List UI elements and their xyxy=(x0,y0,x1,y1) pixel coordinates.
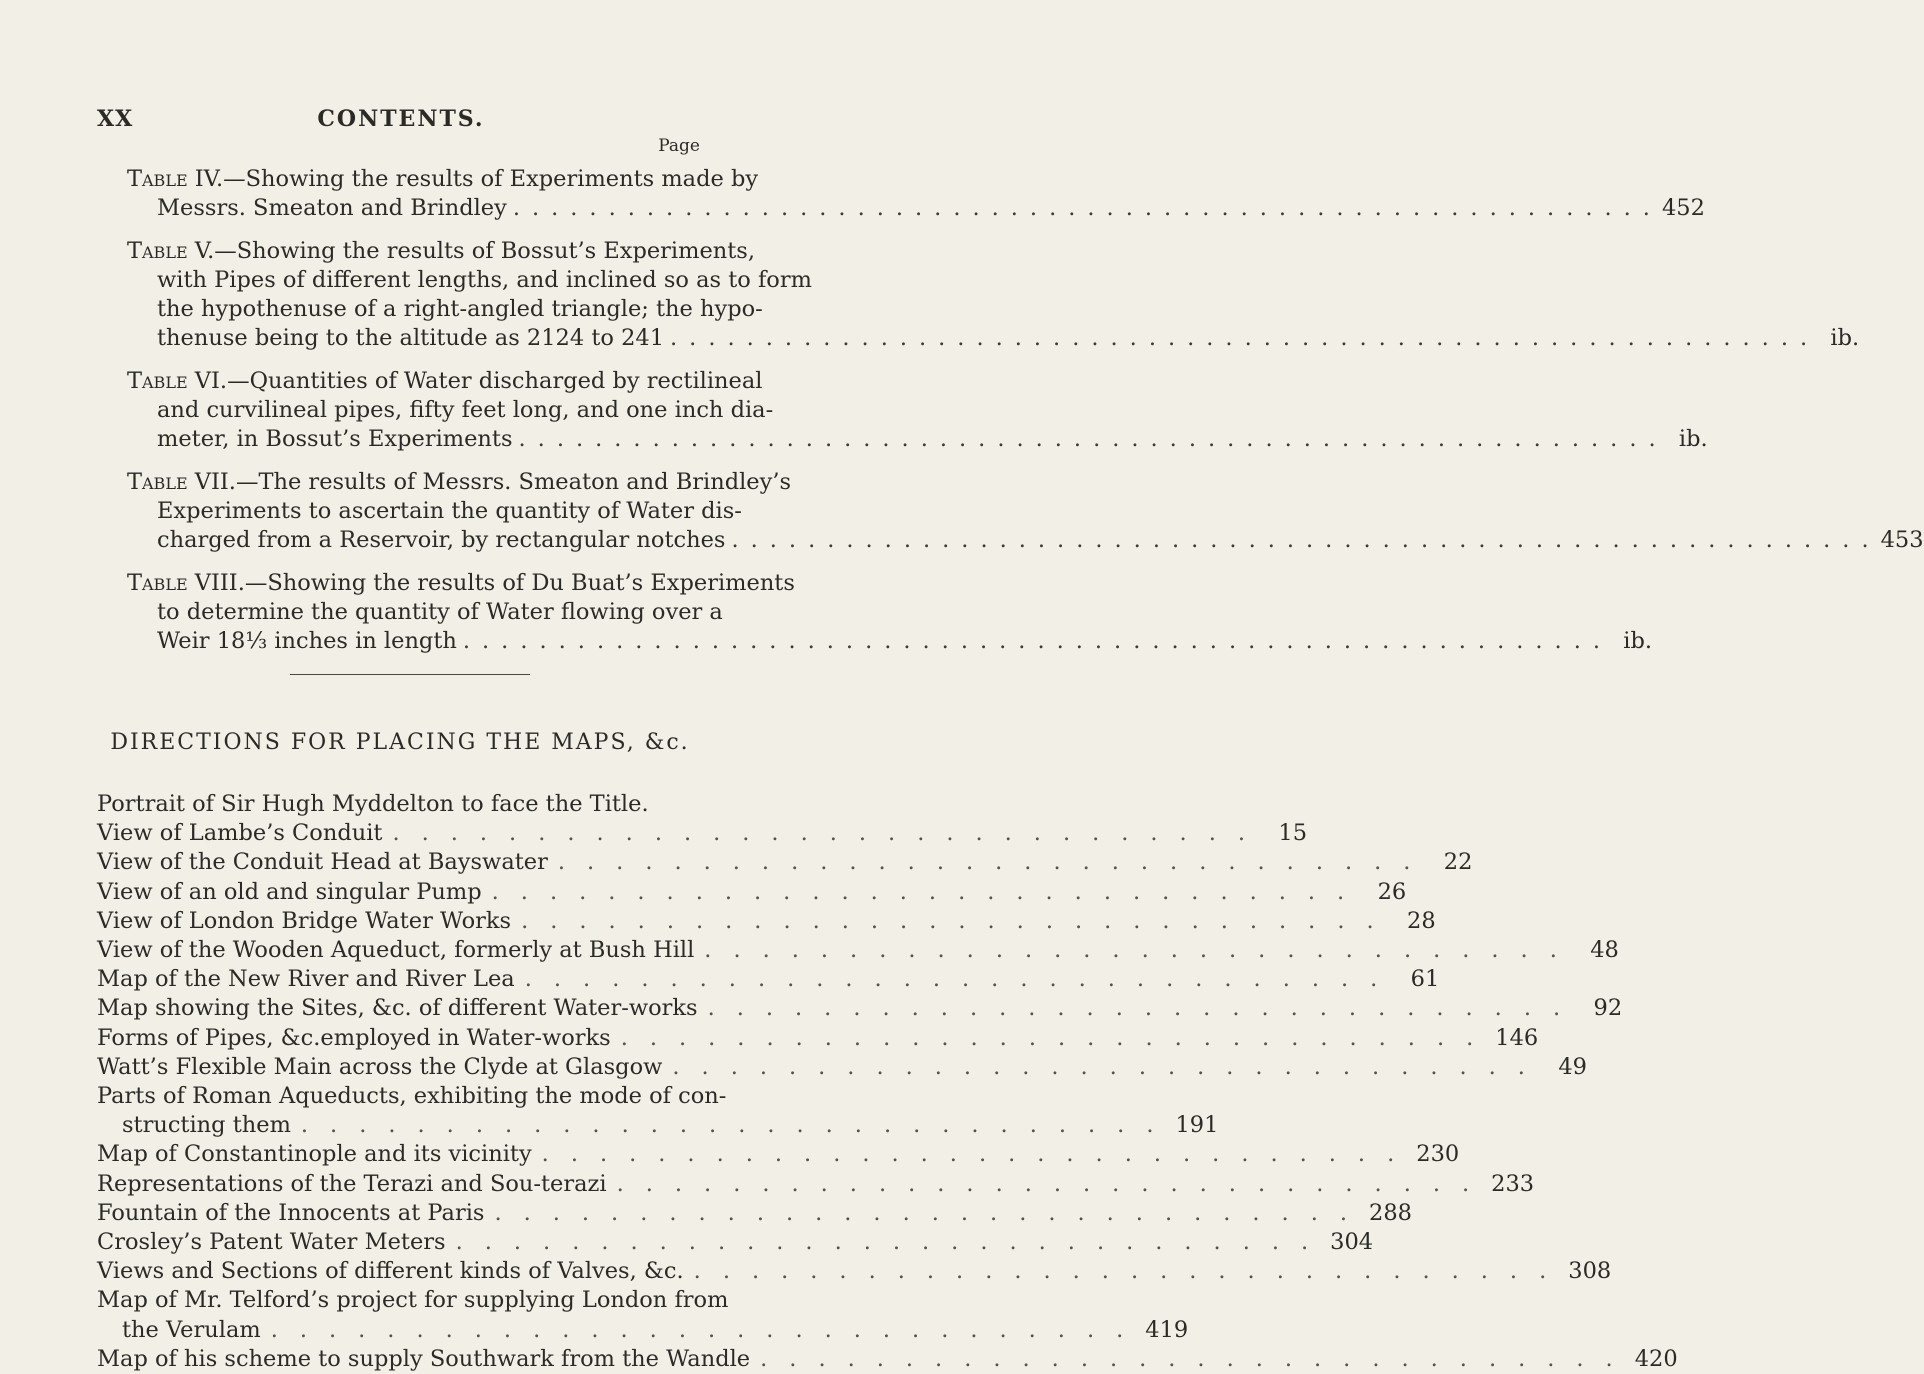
direction-text: Map of Mr. Telford’s project for supplying London from xyxy=(97,1287,729,1314)
dot-leader: .............................. xyxy=(491,878,1367,905)
table-label: Table V. xyxy=(127,238,215,264)
direction-row xyxy=(97,878,1407,907)
page-number: 22 xyxy=(1443,849,1473,876)
table-entry-text: thenuse being to the altitude as 2124 to 241 xyxy=(157,325,665,351)
page-number: 28 xyxy=(1407,907,1436,934)
direction-text: View of the Conduit Head at Bayswater xyxy=(97,849,548,876)
page-number: 61 xyxy=(1410,966,1440,993)
table-label: Table VI. xyxy=(127,368,228,394)
direction-row xyxy=(97,1228,1374,1257)
page-number: 230 xyxy=(1416,1141,1460,1168)
table-entry-line xyxy=(157,295,763,324)
page-number: ib. xyxy=(1678,426,1708,452)
dot-leader: ............................................................ xyxy=(731,527,1881,553)
table-entry-line xyxy=(157,497,742,526)
direction-row xyxy=(97,1345,1678,1374)
direction-row xyxy=(97,1316,1189,1345)
page-number: 304 xyxy=(1330,1229,1374,1256)
page-number: 288 xyxy=(1369,1199,1412,1226)
table-entry-text: Messrs. Smeaton and Brindley xyxy=(157,195,507,221)
table-entry-text: meter, in Bossut’s Experiments xyxy=(157,426,513,452)
direction-row xyxy=(97,1286,729,1315)
page-column-label: Page xyxy=(658,136,700,156)
direction-row xyxy=(97,848,1473,877)
page-number: 419 xyxy=(1145,1316,1189,1343)
direction-row xyxy=(97,790,702,819)
table-entry-last-line xyxy=(157,324,1860,353)
direction-text: the Verulam xyxy=(122,1316,261,1343)
table-entry xyxy=(127,165,1705,223)
direction-text: View of an old and singular Pump xyxy=(97,878,482,905)
dot-leader: ............................................................ xyxy=(670,325,1820,351)
table-entry-text: Weir 18⅓ inches in length xyxy=(157,628,457,654)
direction-row xyxy=(97,1082,727,1111)
dot-leader: ............................................................ xyxy=(518,426,1668,452)
direction-text: Parts of Roman Aqueducts, exhibiting the mode of con- xyxy=(97,1083,727,1110)
direction-text: Map of Constantinople and its vicinity xyxy=(97,1141,532,1168)
table-label: Table IV. xyxy=(127,166,224,192)
dot-leader: .............................. xyxy=(693,1258,1569,1285)
direction-text: Map of the New River and River Lea xyxy=(97,966,515,993)
page-header xyxy=(97,106,705,136)
page-number: 420 xyxy=(1634,1345,1678,1372)
table-label: Table VIII. xyxy=(127,570,245,596)
table-entry-line xyxy=(127,165,759,194)
table-entry-text: with Pipes of different lengths, and inclined so as to form xyxy=(157,267,812,293)
table-entry-line xyxy=(127,468,792,497)
table-entry-text: —Showing the results of Du Buat’s Experiments xyxy=(244,570,795,596)
dot-leader: .............................. xyxy=(620,1024,1496,1051)
page-number: 191 xyxy=(1175,1112,1219,1139)
table-entry-text: the hypothenuse of a right-angled triangle; the hypo- xyxy=(157,296,763,322)
table-entry xyxy=(127,237,1860,353)
dot-leader: .............................. xyxy=(455,1229,1331,1256)
page-number: 49 xyxy=(1558,1053,1587,1080)
directions-heading: DIRECTIONS FOR PLACING THE MAPS, &c. xyxy=(110,730,690,755)
tables-list xyxy=(127,165,1924,670)
table-entry-text: —Quantities of Water discharged by rectilineal xyxy=(227,368,763,394)
dot-leader: .............................. xyxy=(392,820,1268,847)
page-number: 92 xyxy=(1593,995,1623,1022)
dot-leader: .............................. xyxy=(521,907,1396,934)
running-head: CONTENTS. xyxy=(317,106,485,132)
directions-list xyxy=(97,790,1678,1374)
table-entry-line xyxy=(157,396,774,425)
direction-row xyxy=(97,1053,1587,1082)
page-number: 308 xyxy=(1568,1258,1612,1285)
table-entry-line xyxy=(127,367,763,396)
direction-row xyxy=(97,819,1308,848)
direction-row xyxy=(97,1170,1535,1199)
direction-text: Map showing the Sites, &c. of different Water-works xyxy=(97,995,698,1022)
direction-row xyxy=(97,936,1619,965)
direction-text: Crosley’s Patent Water Meters xyxy=(97,1229,446,1256)
table-entry-text: —Showing the results of Bossut’s Experiments, xyxy=(214,238,755,264)
direction-text: Views and Sections of different kinds of Valves, &c. xyxy=(97,1258,684,1285)
dot-leader: .............................. xyxy=(707,995,1583,1022)
table-entry-last-line xyxy=(157,627,1653,656)
direction-text: structing them xyxy=(122,1112,291,1139)
table-entry-text: and curvilineal pipes, fifty feet long, and one inch dia- xyxy=(157,397,774,423)
table-entry-line xyxy=(157,266,812,295)
dot-leader: .............................. xyxy=(616,1170,1492,1197)
direction-row xyxy=(97,1199,1412,1228)
table-entry-line xyxy=(127,237,755,266)
direction-row xyxy=(97,1111,1219,1140)
table-label: Table VII. xyxy=(127,469,236,495)
dot-leader: .............................. xyxy=(524,966,1400,993)
direction-row xyxy=(97,1140,1460,1169)
page-number: ib. xyxy=(1830,325,1860,351)
dot-leader: .............................. xyxy=(704,937,1579,964)
direction-text: Forms of Pipes, &c.employed in Water-works xyxy=(97,1024,611,1051)
page-number: 146 xyxy=(1495,1024,1539,1051)
dot-leader: .............................. xyxy=(494,1199,1370,1226)
table-entry xyxy=(127,569,1653,656)
dot-leader: ............................................................ xyxy=(462,628,1613,654)
table-entry-text: to determine the quantity of Water flowing over a xyxy=(157,599,723,625)
table-entry-text: —The results of Messrs. Smeaton and Brindley’s xyxy=(235,469,792,495)
table-entry-last-line xyxy=(157,526,1924,555)
page-number: 15 xyxy=(1278,820,1308,847)
table-entry xyxy=(127,367,1708,454)
dot-leader: ............................................................ xyxy=(512,195,1662,221)
dot-leader: .............................. xyxy=(300,1112,1176,1139)
page-number: ib. xyxy=(1623,628,1653,654)
table-entry-line xyxy=(157,598,723,627)
page-number: 453 xyxy=(1880,527,1924,553)
direction-text: Representations of the Terazi and Sou-terazi xyxy=(97,1170,607,1197)
direction-row xyxy=(97,1257,1612,1286)
dot-leader: .............................. xyxy=(541,1141,1417,1168)
dot-leader: .............................. xyxy=(270,1316,1146,1343)
page-folio: XX xyxy=(97,106,134,132)
page-number: 26 xyxy=(1377,878,1407,905)
table-entry-last-line xyxy=(157,194,1705,223)
direction-row xyxy=(97,994,1623,1023)
table-entry xyxy=(127,468,1924,555)
direction-text: View of the Wooden Aqueduct, formerly at Bush Hill xyxy=(97,937,695,964)
direction-text: View of London Bridge Water Works xyxy=(97,907,512,934)
direction-text: Portrait of Sir Hugh Myddelton to face the Title. xyxy=(97,791,649,817)
page-number: 233 xyxy=(1491,1170,1535,1197)
direction-text: View of Lambe’s Conduit xyxy=(97,820,383,847)
table-entry-text: charged from a Reservoir, by rectangular notches xyxy=(157,527,726,553)
direction-text: Fountain of the Innocents at Paris xyxy=(97,1199,485,1226)
table-entry-text: Experiments to ascertain the quantity of Water dis- xyxy=(157,498,742,524)
dot-leader: .............................. xyxy=(557,849,1433,876)
direction-row xyxy=(97,965,1440,994)
page-number: 452 xyxy=(1661,195,1705,221)
dot-leader: .............................. xyxy=(760,1345,1635,1372)
section-divider xyxy=(290,674,530,675)
direction-row xyxy=(97,907,1436,936)
dot-leader: .............................. xyxy=(672,1053,1547,1080)
page-number: 48 xyxy=(1590,937,1619,964)
table-entry-line xyxy=(127,569,795,598)
direction-text: Watt’s Flexible Main across the Clyde at Glasgow xyxy=(97,1053,663,1080)
direction-row xyxy=(97,1024,1539,1053)
direction-text: Map of his scheme to supply Southwark from the Wandle xyxy=(97,1345,751,1372)
table-entry-text: —Showing the results of Experiments made by xyxy=(223,166,759,192)
table-entry-last-line xyxy=(157,425,1708,454)
